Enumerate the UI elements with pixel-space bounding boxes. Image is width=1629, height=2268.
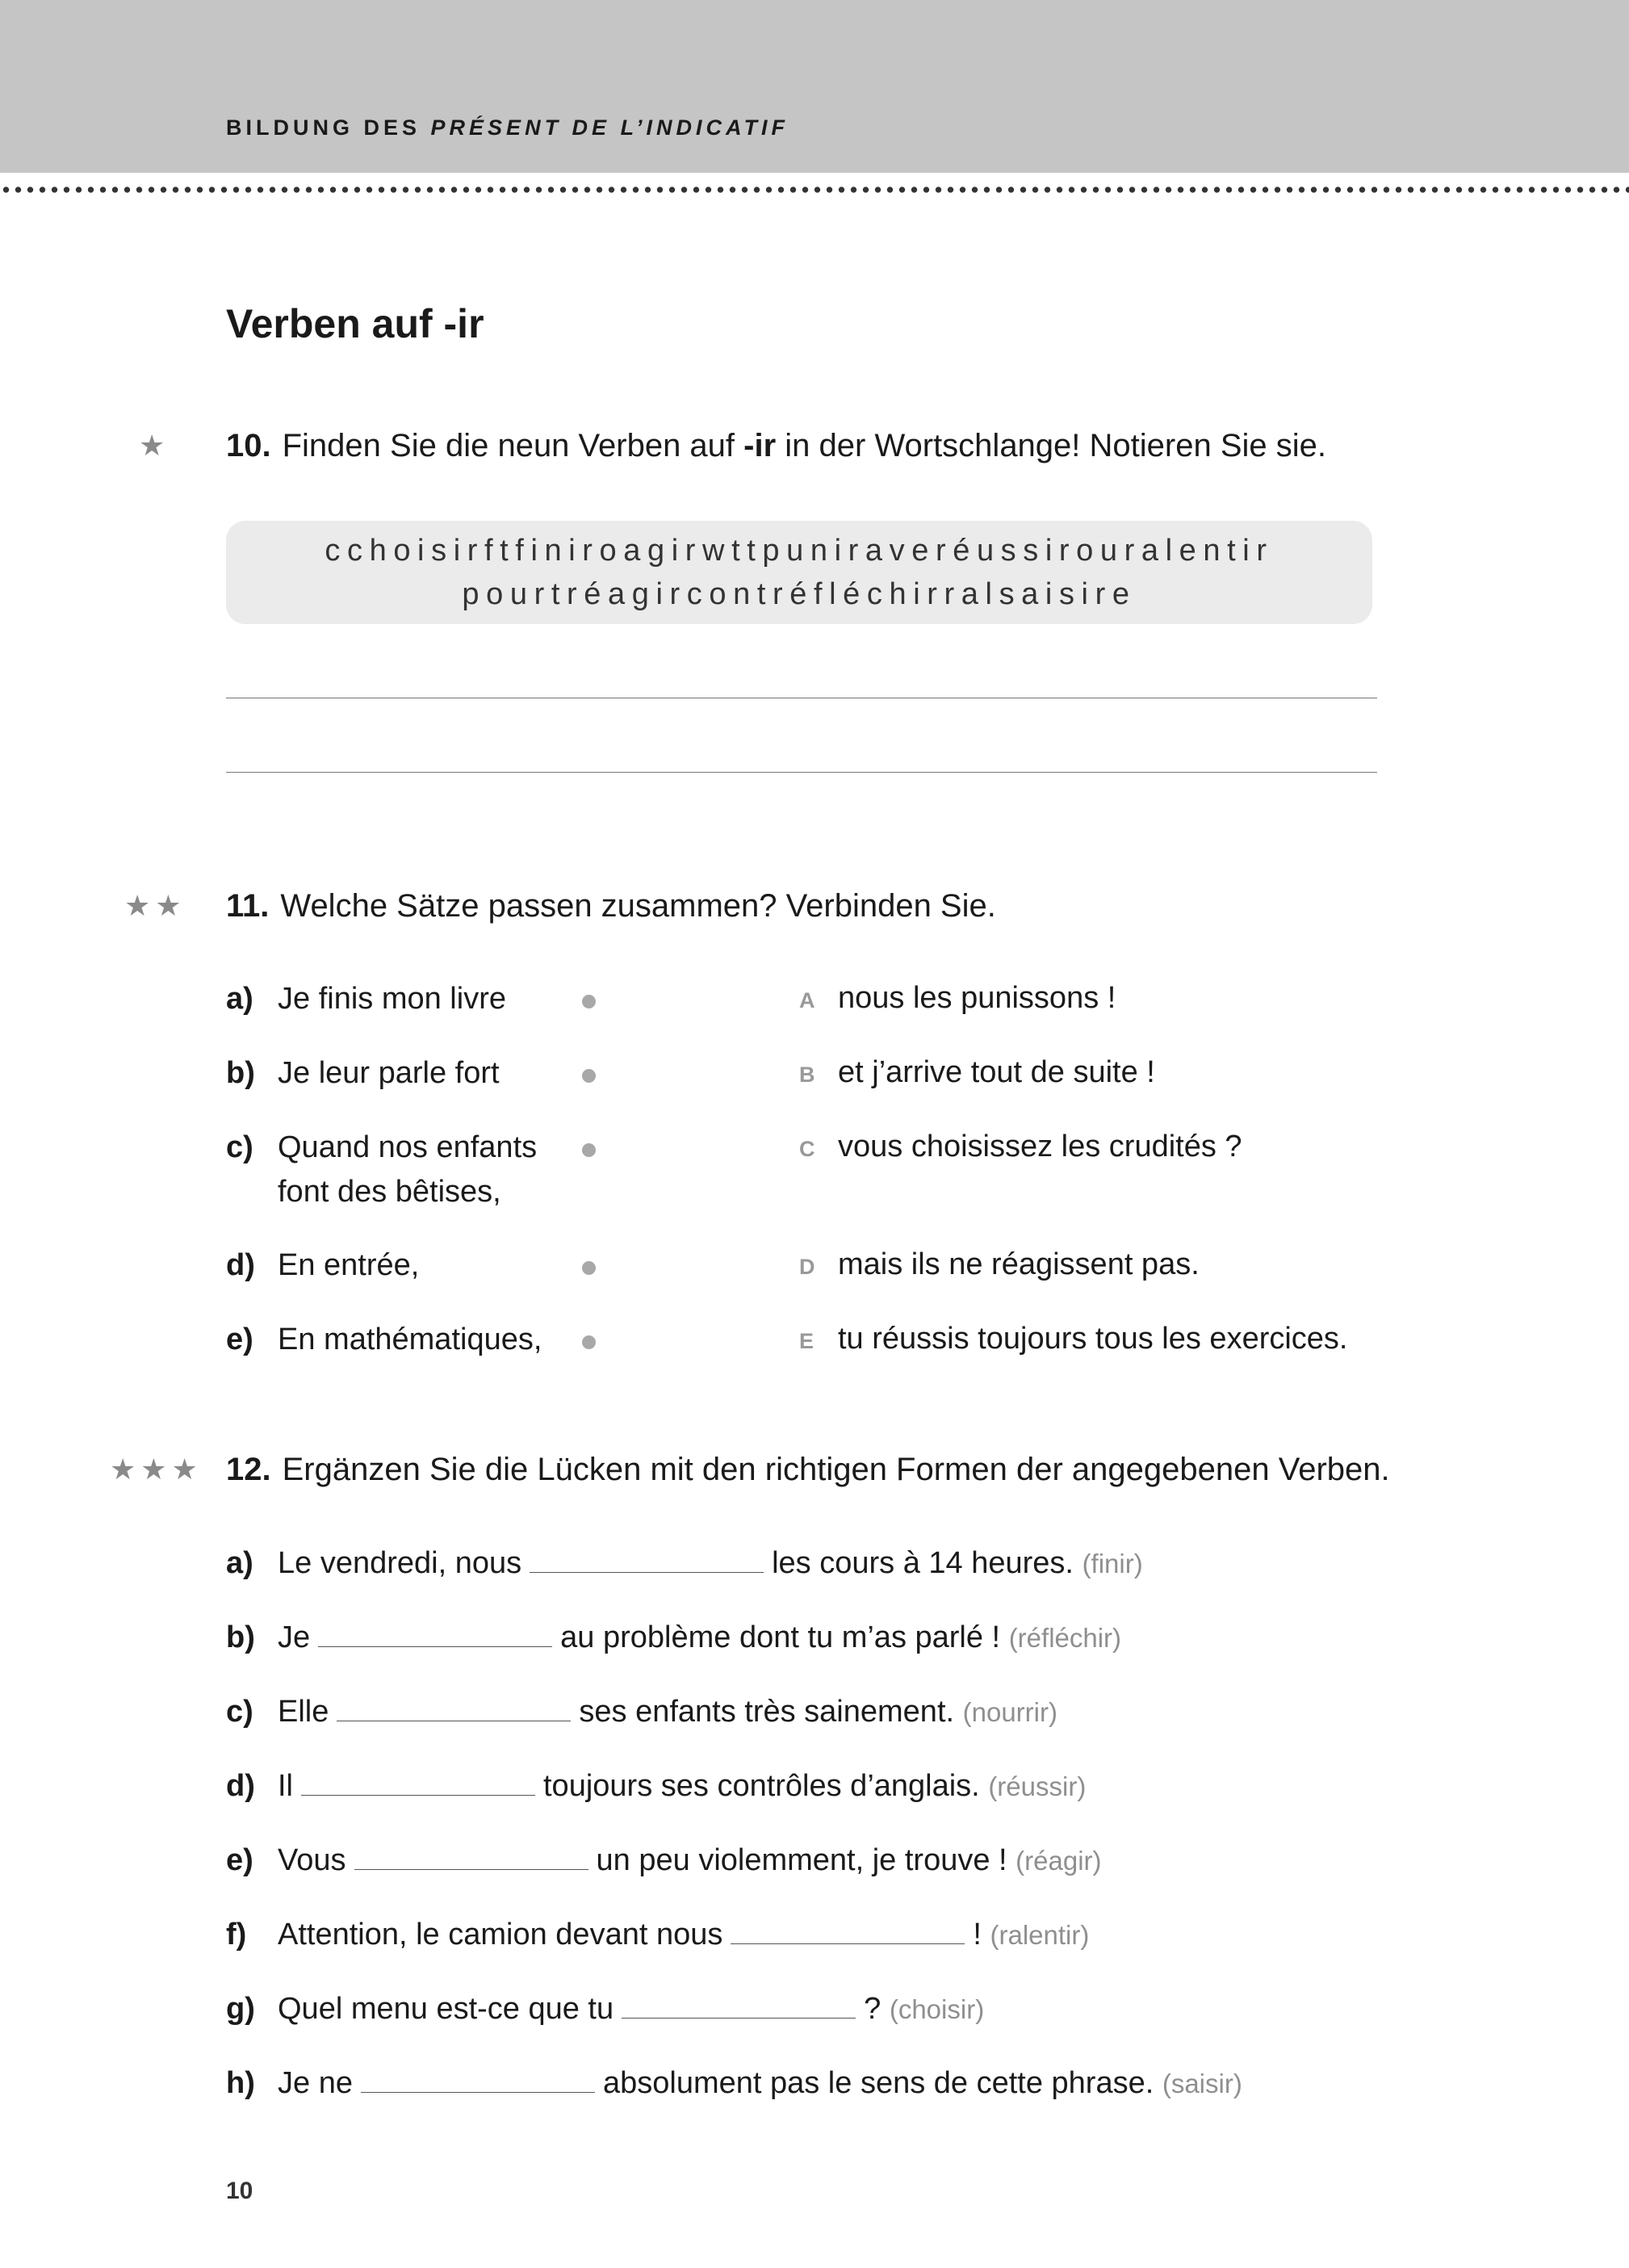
word-snake-box <box>226 521 1372 624</box>
exercise-number: 11. <box>226 888 270 924</box>
gap-sentence-h: h) Je ne absolument pas le sens de cette phrase. (saisir) <box>226 2066 1242 2100</box>
gap-sentence-f: f) Attention, le camion devant nous ! (ralentir) <box>226 1918 1090 1951</box>
match-right-e[interactable]: tu réussis toujours tous les exercices. <box>838 1322 1348 1356</box>
match-right-label-b: B <box>799 1063 815 1087</box>
gap-sentence-g: g) Quel menu est-ce que tu ? (choisir) <box>226 1992 985 2026</box>
exercise-11-heading: 11. Welche Sätze passen zusammen? Verbinden Sie. <box>226 888 996 924</box>
gap-sentence-a: a) Le vendredi, nous les cours à 14 heures. (finir) <box>226 1546 1143 1580</box>
gap-blank[interactable] <box>301 1795 535 1796</box>
match-right-label-a: A <box>799 988 815 1012</box>
match-dot-a[interactable] <box>582 995 596 1008</box>
match-right-d[interactable]: mais ils ne réagissent pas. <box>838 1247 1200 1281</box>
match-left-d: d) En entrée, <box>226 1248 420 1282</box>
gap-sentence-d: d) Il toujours ses contrôles d’anglais. (réussir) <box>226 1769 1087 1803</box>
gap-blank[interactable] <box>731 1943 965 1944</box>
match-right-a[interactable]: nous les punissons ! <box>838 981 1116 1015</box>
gap-sentence-c: c) Elle ses enfants très sainement. (nourrir) <box>226 1695 1057 1729</box>
gap-blank[interactable] <box>361 2092 595 2093</box>
difficulty-stars-3: ★★★ <box>110 1453 203 1486</box>
match-left-a: a) Je finis mon livre <box>226 982 506 1016</box>
match-left-b: b) Je leur parle fort <box>226 1056 500 1090</box>
page-number: 10 <box>226 2178 253 2204</box>
gap-blank[interactable] <box>622 2018 856 2019</box>
gap-blank[interactable] <box>530 1572 764 1573</box>
match-left-c: c) Quand nos enfants font des bêtises, <box>226 1130 538 1209</box>
match-right-b[interactable]: et j’arrive tout de suite ! <box>838 1055 1155 1089</box>
exercise-number: 10. <box>226 428 271 463</box>
running-head: BILDUNG DES PRÉSENT DE L’INDICATIF <box>226 115 789 140</box>
match-right-label-e: E <box>799 1329 814 1353</box>
match-dot-b[interactable] <box>582 1069 596 1083</box>
difficulty-stars-2: ★★ <box>124 890 186 923</box>
header-band <box>0 0 1629 173</box>
match-right-label-d: D <box>799 1255 815 1279</box>
section-title: Verben auf -ir <box>226 301 484 346</box>
word-snake-line-2: pourtréagircontréfléchirralsaisire <box>462 577 1137 611</box>
gap-blank[interactable] <box>354 1869 588 1870</box>
exercise-number: 12. <box>226 1452 271 1487</box>
answer-line-2[interactable] <box>226 772 1377 773</box>
difficulty-stars-1: ★ <box>139 430 170 463</box>
gap-sentence-b: b) Je au problème dont tu m’as parlé ! (réfléchir) <box>226 1620 1122 1654</box>
word-snake-line-1: cchoisirftfiniroagirwttpuniraveréussirouralentir <box>325 534 1274 568</box>
match-dot-d[interactable] <box>582 1261 596 1275</box>
match-dot-e[interactable] <box>582 1335 596 1349</box>
gap-blank[interactable] <box>318 1646 552 1647</box>
dotted-divider <box>0 186 1629 194</box>
exercise-12-heading: 12. Ergänzen Sie die Lücken mit den richtigen Formen der angegebenen Verben. <box>226 1452 1390 1487</box>
exercise-10-heading: 10. Finden Sie die neun Verben auf -ir in der Wortschlange! Notieren Sie sie. <box>226 428 1326 463</box>
match-dot-c[interactable] <box>582 1143 596 1157</box>
gap-sentence-e: e) Vous un peu violemment, je trouve ! (réagir) <box>226 1843 1102 1877</box>
match-right-label-c: C <box>799 1137 815 1161</box>
match-left-e: e) En mathématiques, <box>226 1323 542 1356</box>
match-right-c[interactable]: vous choisissez les crudités ? <box>838 1130 1242 1163</box>
